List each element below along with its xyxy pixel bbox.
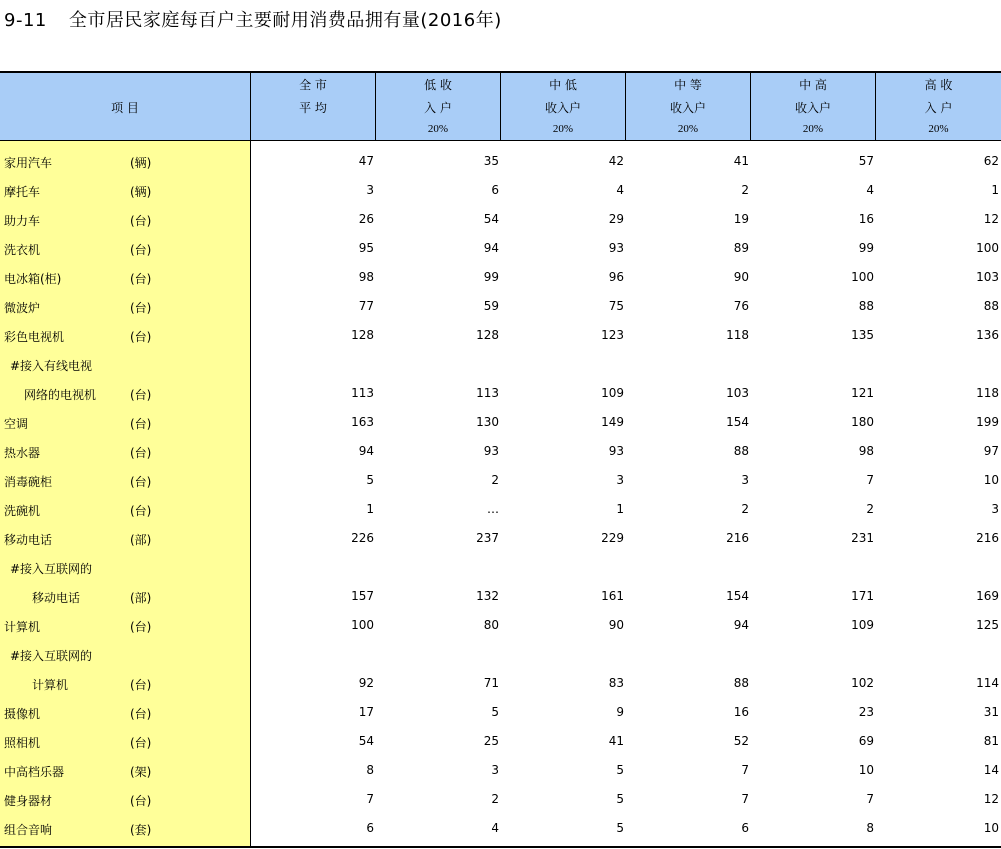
row-item: 照相机 <box>4 736 41 750</box>
row-value: 4 <box>616 183 624 197</box>
row-value: 171 <box>851 589 874 603</box>
table-row <box>0 233 1001 262</box>
row-value: 95 <box>358 241 374 255</box>
row-item: #接入互联网的 <box>10 562 93 576</box>
header-line3: 20% <box>552 123 574 135</box>
page-title <box>4 6 502 32</box>
row-value: 3 <box>741 473 749 487</box>
table-row <box>0 407 1001 436</box>
row-unit: (台) <box>130 620 152 634</box>
row-value: 161 <box>601 589 624 603</box>
row-value: 1 <box>616 502 624 516</box>
row-value: 109 <box>851 618 874 632</box>
row-value: 19 <box>733 212 749 226</box>
row-value: 94 <box>358 444 374 458</box>
row-value: 16 <box>733 705 749 719</box>
row-value: 123 <box>601 328 624 342</box>
row-value: 90 <box>608 618 624 632</box>
table-row <box>0 668 1001 697</box>
row-unit: (台) <box>130 243 152 257</box>
row-value: 97 <box>983 444 999 458</box>
row-value: 12 <box>983 212 999 226</box>
header-line1: 全 市 <box>299 78 327 92</box>
row-value: 83 <box>608 676 624 690</box>
header-col-lower-middle <box>501 73 625 140</box>
row-item: 组合音响 <box>4 823 53 837</box>
row-value: 103 <box>726 386 749 400</box>
row-unit: (台) <box>130 736 152 750</box>
header-line3: 20% <box>928 123 949 135</box>
row-value: 10 <box>858 763 874 777</box>
header-line2: 收入户 <box>544 101 581 115</box>
row-value: 102 <box>851 676 874 690</box>
header-col-upper-middle <box>751 73 875 140</box>
row-value: 2 <box>741 183 749 197</box>
header-divider <box>375 73 376 140</box>
row-value: 42 <box>608 154 624 168</box>
row-unit: (台) <box>130 794 152 808</box>
table-row <box>0 146 1001 175</box>
row-value: 16 <box>858 212 874 226</box>
row-value: 216 <box>976 531 999 545</box>
row-unit: (部) <box>130 591 152 605</box>
row-unit: (辆) <box>130 156 152 170</box>
row-value: 7 <box>366 792 374 806</box>
row-unit: (辆) <box>130 185 152 199</box>
row-value: 237 <box>476 531 499 545</box>
row-value: 103 <box>976 270 999 284</box>
row-value: 3 <box>616 473 624 487</box>
table-row <box>0 639 1001 668</box>
row-item: 热水器 <box>4 446 41 460</box>
table-row <box>0 175 1001 204</box>
row-value: 169 <box>976 589 999 603</box>
row-item: 移动电话 <box>32 591 81 605</box>
row-value: 93 <box>608 444 624 458</box>
header-line2: 收入户 <box>669 101 706 115</box>
row-value: 2 <box>491 792 499 806</box>
row-value: 41 <box>733 154 749 168</box>
row-value: 199 <box>976 415 999 429</box>
row-value: 98 <box>358 270 374 284</box>
row-value: 26 <box>358 212 374 226</box>
row-value: 9 <box>616 705 624 719</box>
row-value: 10 <box>983 473 999 487</box>
row-value: 2 <box>866 502 874 516</box>
header-line1: 中 高 <box>799 78 827 92</box>
row-value: … <box>487 502 499 516</box>
row-value: 1 <box>991 183 999 197</box>
table-row <box>0 697 1001 726</box>
row-value: 100 <box>851 270 874 284</box>
row-value: 118 <box>976 386 999 400</box>
row-value: 31 <box>983 705 999 719</box>
header-line1: 中 低 <box>549 78 577 92</box>
row-value: 14 <box>983 763 999 777</box>
table-row <box>0 523 1001 552</box>
row-value: 128 <box>476 328 499 342</box>
row-value: 7 <box>741 792 749 806</box>
row-unit: (架) <box>130 765 152 779</box>
row-value: 59 <box>483 299 499 313</box>
row-value: 3 <box>991 502 999 516</box>
row-unit: (台) <box>130 272 152 286</box>
row-value: 3 <box>491 763 499 777</box>
row-value: 231 <box>851 531 874 545</box>
row-value: 12 <box>983 792 999 806</box>
row-value: 4 <box>866 183 874 197</box>
row-item: 家用汽车 <box>4 156 53 170</box>
header-line3: 20% <box>677 123 699 135</box>
row-value: 8 <box>366 763 374 777</box>
table-row <box>0 610 1001 639</box>
row-value: 89 <box>733 241 749 255</box>
row-value: 57 <box>858 154 874 168</box>
header-line3: 20% <box>802 123 824 135</box>
header-line2: 入 户 <box>424 101 452 115</box>
row-value: 88 <box>858 299 874 313</box>
header-item-cell <box>0 73 250 140</box>
row-item: 助力车 <box>4 214 41 228</box>
row-value: 77 <box>358 299 374 313</box>
row-item: 中高档乐器 <box>4 765 65 779</box>
table-row <box>0 262 1001 291</box>
row-value: 6 <box>366 821 374 835</box>
row-value: 7 <box>741 763 749 777</box>
row-value: 6 <box>491 183 499 197</box>
row-item: #接入有线电视 <box>10 359 93 373</box>
row-value: 114 <box>976 676 999 690</box>
table-row <box>0 552 1001 581</box>
header-col-middle <box>626 73 750 140</box>
row-unit: (台) <box>130 446 152 460</box>
header-divider <box>250 73 251 140</box>
row-value: 41 <box>608 734 624 748</box>
row-value: 98 <box>858 444 874 458</box>
row-value: 81 <box>983 734 999 748</box>
row-value: 226 <box>351 531 374 545</box>
row-unit: (台) <box>130 388 152 402</box>
row-unit: (台) <box>130 475 152 489</box>
row-value: 71 <box>483 676 499 690</box>
row-value: 94 <box>733 618 749 632</box>
row-value: 6 <box>741 821 749 835</box>
row-value: 8 <box>866 821 874 835</box>
header-line3: 20% <box>427 123 449 135</box>
header-divider <box>500 73 501 140</box>
row-unit: (部) <box>130 533 152 547</box>
row-value: 2 <box>741 502 749 516</box>
row-value: 113 <box>351 386 374 400</box>
header-col-low <box>376 73 500 140</box>
table-row <box>0 320 1001 349</box>
row-value: 3 <box>366 183 374 197</box>
row-value: 1 <box>366 502 374 516</box>
row-value: 100 <box>351 618 374 632</box>
table-row <box>0 204 1001 233</box>
row-value: 93 <box>608 241 624 255</box>
row-value: 180 <box>851 415 874 429</box>
header-col-high <box>876 73 1001 140</box>
row-value: 163 <box>351 415 374 429</box>
table-row <box>0 726 1001 755</box>
table-row <box>0 581 1001 610</box>
row-value: 132 <box>476 589 499 603</box>
row-value: 88 <box>733 676 749 690</box>
row-value: 121 <box>851 386 874 400</box>
header-line1: 低 收 <box>424 78 452 92</box>
table-row <box>0 291 1001 320</box>
row-unit: (台) <box>130 330 152 344</box>
row-value: 23 <box>858 705 874 719</box>
row-item: 洗碗机 <box>4 504 41 518</box>
row-value: 96 <box>608 270 624 284</box>
row-unit: (台) <box>130 504 152 518</box>
row-item: 空调 <box>4 417 29 431</box>
row-value: 35 <box>483 154 499 168</box>
row-item: 微波炉 <box>4 301 41 315</box>
row-value: 118 <box>726 328 749 342</box>
row-value: 100 <box>976 241 999 255</box>
row-value: 29 <box>608 212 624 226</box>
row-value: 157 <box>351 589 374 603</box>
row-value: 52 <box>733 734 749 748</box>
row-value: 7 <box>866 792 874 806</box>
header-divider <box>875 73 876 140</box>
row-value: 94 <box>483 241 499 255</box>
table-row <box>0 378 1001 407</box>
row-item: 彩色电视机 <box>4 330 65 344</box>
row-value: 88 <box>983 299 999 313</box>
row-value: 5 <box>366 473 374 487</box>
table-row <box>0 494 1001 523</box>
row-item: 电冰箱(柜) <box>4 272 62 286</box>
row-item: 健身器材 <box>4 794 53 808</box>
row-value: 125 <box>976 618 999 632</box>
row-value: 128 <box>351 328 374 342</box>
header-line2: 入 户 <box>924 101 953 115</box>
row-value: 154 <box>726 415 749 429</box>
row-value: 10 <box>983 821 999 835</box>
row-value: 113 <box>476 386 499 400</box>
row-value: 99 <box>858 241 874 255</box>
row-value: 54 <box>483 212 499 226</box>
row-value: 135 <box>851 328 874 342</box>
table-number: 9-11 <box>4 10 47 31</box>
bottom-rule <box>0 846 1001 848</box>
header-line1: 中 等 <box>674 78 702 92</box>
table-row <box>0 465 1001 494</box>
row-item: 洗衣机 <box>4 243 41 257</box>
row-value: 75 <box>608 299 624 313</box>
row-item: 计算机 <box>32 678 69 692</box>
row-value: 149 <box>601 415 624 429</box>
row-unit: (台) <box>130 214 152 228</box>
row-unit: (台) <box>130 417 152 431</box>
row-value: 47 <box>358 154 374 168</box>
row-value: 76 <box>733 299 749 313</box>
row-item: 摩托车 <box>4 185 41 199</box>
row-value: 130 <box>476 415 499 429</box>
row-value: 90 <box>733 270 749 284</box>
table-row <box>0 436 1001 465</box>
row-value: 5 <box>616 763 624 777</box>
row-unit: (台) <box>130 301 152 315</box>
row-value: 5 <box>491 705 499 719</box>
row-item: 计算机 <box>4 620 41 634</box>
row-value: 99 <box>483 270 499 284</box>
header-line2: 平 均 <box>299 101 327 115</box>
header-line1: 高 收 <box>924 78 953 92</box>
row-value: 69 <box>858 734 874 748</box>
row-value: 17 <box>358 705 374 719</box>
table-row <box>0 349 1001 378</box>
table-row <box>0 784 1001 813</box>
row-item: 消毒碗柜 <box>4 475 53 489</box>
header-divider <box>750 73 751 140</box>
row-value: 4 <box>491 821 499 835</box>
table-row <box>0 755 1001 784</box>
row-value: 216 <box>726 531 749 545</box>
row-item: 网络的电视机 <box>24 388 97 402</box>
row-value: 7 <box>866 473 874 487</box>
row-unit: (套) <box>130 823 152 837</box>
row-value: 109 <box>601 386 624 400</box>
row-value: 229 <box>601 531 624 545</box>
row-value: 5 <box>616 821 624 835</box>
row-unit: (台) <box>130 678 152 692</box>
row-unit: (台) <box>130 707 152 721</box>
row-item: 摄像机 <box>4 707 41 721</box>
row-value: 136 <box>976 328 999 342</box>
row-value: 25 <box>483 734 499 748</box>
row-item: 移动电话 <box>4 533 53 547</box>
row-value: 154 <box>726 589 749 603</box>
row-value: 80 <box>483 618 499 632</box>
row-value: 2 <box>491 473 499 487</box>
row-value: 88 <box>733 444 749 458</box>
row-value: 54 <box>358 734 374 748</box>
row-value: 62 <box>983 154 999 168</box>
header-divider <box>625 73 626 140</box>
row-value: 5 <box>616 792 624 806</box>
table-row <box>0 813 1001 842</box>
row-value: 93 <box>483 444 499 458</box>
table-title: 全市居民家庭每百户主要耐用消费品拥有量(2016年) <box>68 10 502 31</box>
header-line2: 收入户 <box>794 101 831 115</box>
row-item: #接入互联网的 <box>10 649 93 663</box>
header-item-label: 项 目 <box>111 101 139 115</box>
header-col-avg <box>251 73 375 140</box>
row-value: 92 <box>358 676 374 690</box>
